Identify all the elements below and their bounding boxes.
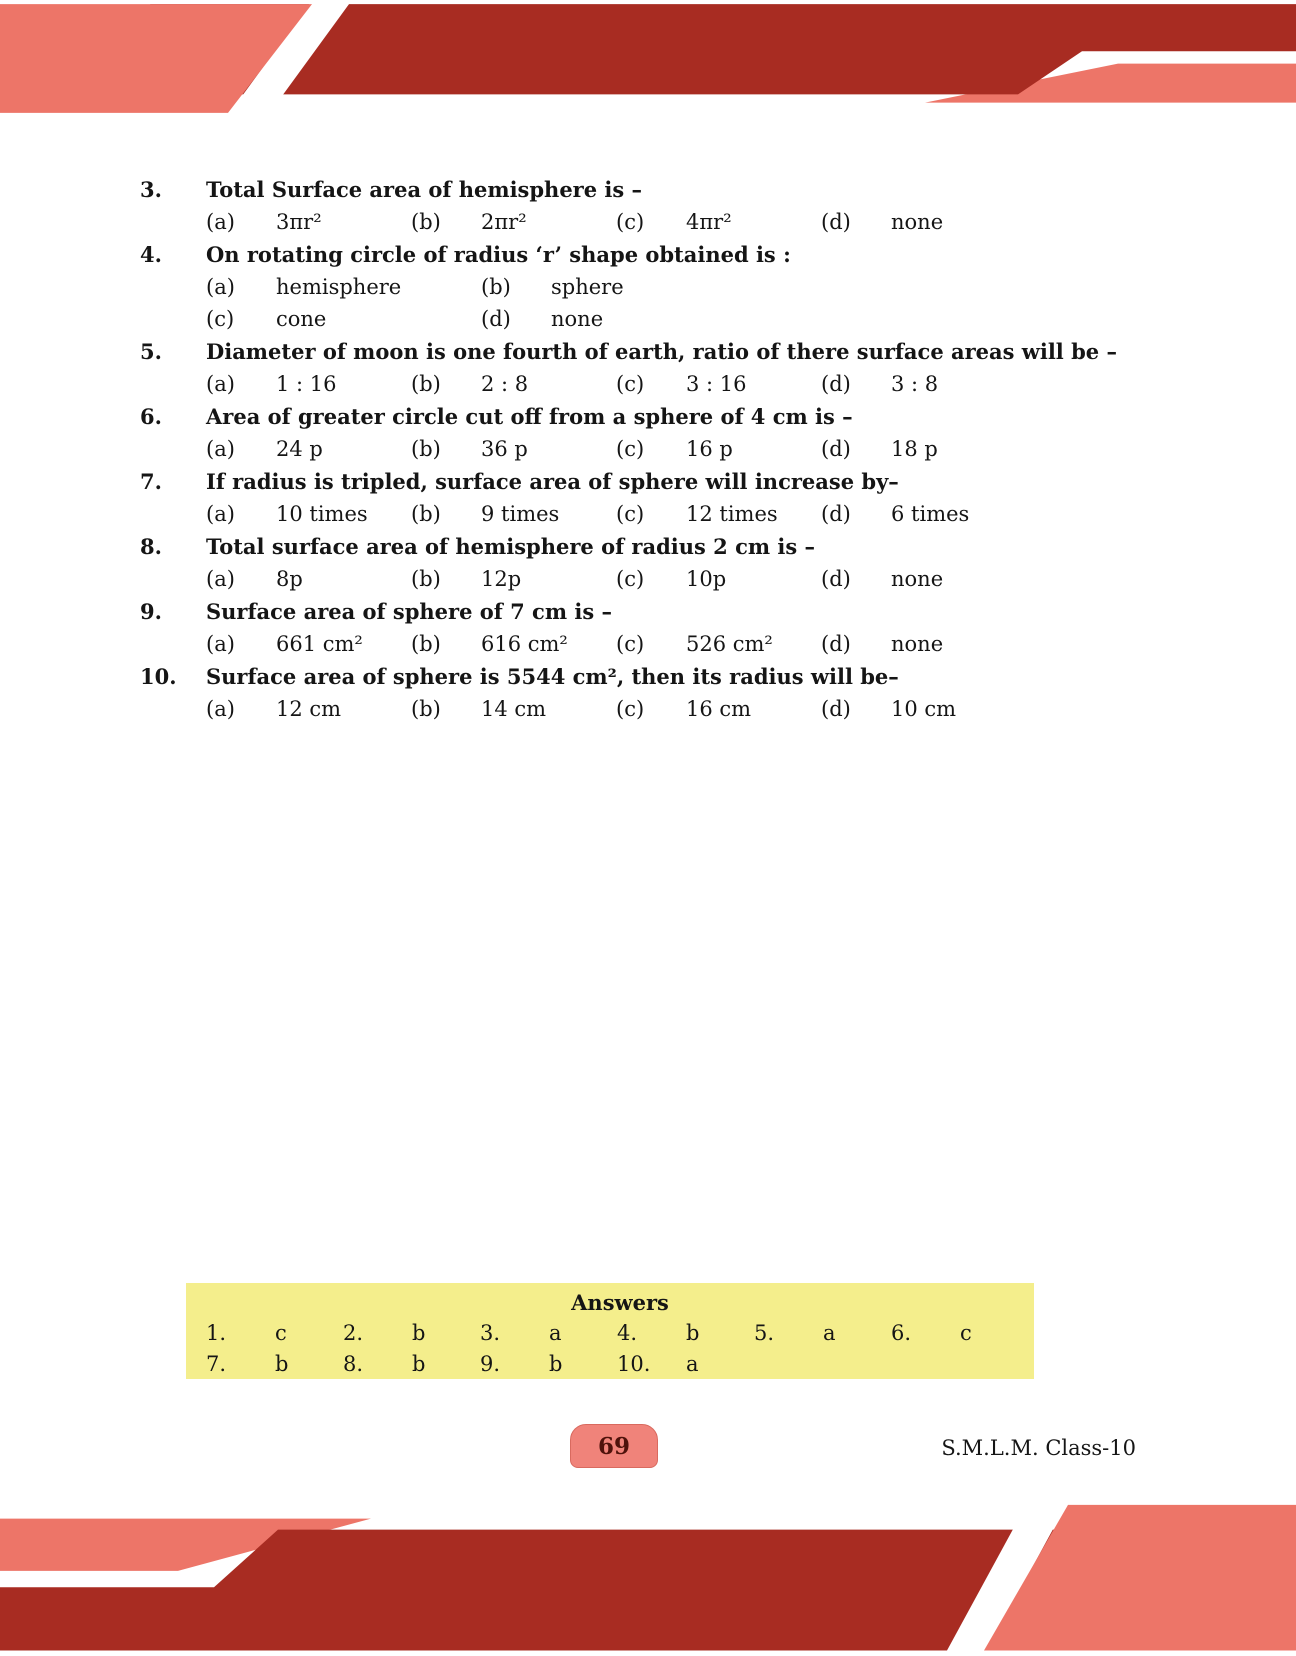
answer-value: a: [686, 1352, 699, 1376]
option-label: (b): [411, 567, 441, 591]
option-value: 10 cm: [891, 697, 957, 721]
option-label: (d): [821, 502, 851, 526]
option-label: (b): [411, 437, 441, 461]
answer-number: 5.: [754, 1321, 775, 1345]
salmon-band-left-shape: [0, 4, 312, 113]
option-label: (d): [821, 632, 851, 656]
option-label: (a): [206, 567, 235, 591]
option-label: (b): [411, 210, 441, 234]
option-value: 616 cm²: [481, 632, 568, 656]
answer-value: c: [275, 1321, 287, 1345]
options-row: [206, 368, 1170, 400]
answers-box: [186, 1283, 1034, 1379]
question-body: [206, 401, 1170, 465]
book-title: S.M.L.M. Class-10: [941, 1436, 1136, 1460]
option-label: (a): [206, 632, 235, 656]
dark-band-shape: [0, 1530, 1146, 1651]
answer-value: b: [412, 1352, 426, 1376]
question-3: [140, 174, 1170, 238]
option-label: (d): [821, 697, 851, 721]
option-value: 661 cm²: [276, 632, 363, 656]
question-body: [206, 596, 1170, 660]
question-text: Surface area of sphere of 7 cm is –: [206, 599, 612, 624]
option-value: cone: [276, 307, 327, 331]
question-number: 7.: [140, 469, 162, 494]
option-value: 3 : 8: [891, 372, 939, 396]
answer-number: 8.: [343, 1352, 364, 1376]
option-label: (d): [821, 210, 851, 234]
salmon-band-right-shape: [984, 1505, 1296, 1651]
question-text: Area of greater circle cut off from a sphere of 4 cm is –: [206, 404, 853, 429]
header-decoration: [0, 0, 1296, 118]
options-grid: [206, 271, 1170, 335]
options-row: [206, 563, 1170, 595]
options-row: [206, 628, 1170, 660]
answer-value: b: [275, 1352, 289, 1376]
page-number-badge: [570, 1424, 658, 1468]
question-number: 9.: [140, 599, 162, 624]
answer-value: c: [960, 1321, 972, 1345]
option-label: (d): [821, 437, 851, 461]
option-value: 3πr²: [276, 210, 322, 234]
option-value: 1 : 16: [276, 372, 337, 396]
answer-number: 9.: [480, 1352, 501, 1376]
question-text: On rotating circle of radius ‘r’ shape obtained is :: [206, 242, 791, 267]
option-value: none: [891, 567, 944, 591]
white-gap-stripe: [944, 1498, 1070, 1656]
option-label: (a): [206, 210, 235, 234]
question-body: [206, 661, 1170, 725]
page-number: 69: [597, 1432, 630, 1460]
salmon-band-left-shape: [0, 1519, 371, 1571]
answer-value: b: [412, 1321, 426, 1345]
question-text: Total surface area of hemisphere of radius 2 cm is –: [206, 534, 816, 559]
question-number: 10.: [140, 664, 177, 689]
option-label: (b): [411, 502, 441, 526]
option-value: 12p: [481, 567, 522, 591]
option-value: sphere: [551, 275, 624, 299]
option-value: none: [891, 632, 944, 656]
option-label: (b): [411, 372, 441, 396]
option-value: 14 cm: [481, 697, 547, 721]
question-10: [140, 661, 1170, 725]
option-label: (c): [206, 307, 235, 331]
question-body: [206, 466, 1170, 530]
answer-number: 2.: [343, 1321, 364, 1345]
answer-number: 7.: [206, 1352, 227, 1376]
option-value: 24 p: [276, 437, 323, 461]
dark-band-shape: [150, 4, 1296, 94]
option-value: 2πr²: [481, 210, 527, 234]
footer-band-graphic: [0, 1498, 1296, 1656]
question-number: 5.: [140, 339, 162, 364]
answer-number: 3.: [480, 1321, 501, 1345]
question-8: [140, 531, 1170, 595]
question-number: 6.: [140, 404, 162, 429]
option-label: (d): [821, 567, 851, 591]
options-row: [206, 433, 1170, 465]
option-label: (b): [411, 632, 441, 656]
answers-grid: [206, 1318, 1034, 1380]
option-label: (d): [481, 307, 511, 331]
question-number: 3.: [140, 177, 162, 202]
question-text: Diameter of moon is one fourth of earth, ratio of there surface areas will be –: [206, 339, 1117, 364]
question-6: [140, 401, 1170, 465]
option-value: 4πr²: [686, 210, 732, 234]
option-value: 10 times: [276, 502, 368, 526]
answer-number: 4.: [617, 1321, 638, 1345]
option-value: 9 times: [481, 502, 560, 526]
option-value: 12 cm: [276, 697, 342, 721]
answer-value: b: [686, 1321, 700, 1345]
answers-title: Answers: [571, 1290, 669, 1315]
option-label: (a): [206, 372, 235, 396]
option-label: (c): [616, 372, 645, 396]
question-number: 4.: [140, 242, 162, 267]
option-value: 36 p: [481, 437, 528, 461]
option-value: 526 cm²: [686, 632, 773, 656]
answer-value: b: [549, 1352, 563, 1376]
option-value: 16 p: [686, 437, 733, 461]
options-row: [206, 206, 1170, 238]
question-4: [140, 239, 1170, 335]
option-value: 18 p: [891, 437, 938, 461]
question-5: [140, 336, 1170, 400]
option-label: (a): [206, 437, 235, 461]
option-value: 2 : 8: [481, 372, 529, 396]
option-label: (b): [481, 275, 511, 299]
option-label: (c): [616, 210, 645, 234]
options-row: [206, 498, 1170, 530]
salmon-band-right-shape: [925, 64, 1296, 103]
question-body: [206, 531, 1170, 595]
answer-value: a: [549, 1321, 562, 1345]
option-value: 12 times: [686, 502, 778, 526]
question-7: [140, 466, 1170, 530]
option-value: 6 times: [891, 502, 970, 526]
white-gap-stripe: [226, 0, 352, 118]
option-value: hemisphere: [276, 275, 402, 299]
footer-decoration: [0, 1498, 1296, 1656]
question-body: [206, 336, 1170, 400]
option-value: 16 cm: [686, 697, 752, 721]
option-value: none: [551, 307, 604, 331]
option-label: (c): [616, 502, 645, 526]
option-label: (c): [616, 567, 645, 591]
option-label: (d): [821, 372, 851, 396]
questions-section: [140, 174, 1170, 726]
answer-number: 1.: [206, 1321, 227, 1345]
question-body: [206, 239, 1170, 335]
answer-number: 6.: [891, 1321, 912, 1345]
header-band-graphic: [0, 0, 1296, 118]
options-row: [206, 693, 1170, 725]
option-value: none: [891, 210, 944, 234]
option-value: 3 : 16: [686, 372, 747, 396]
question-9: [140, 596, 1170, 660]
question-text: Total Surface area of hemisphere is –: [206, 177, 643, 202]
answer-value: a: [823, 1321, 836, 1345]
option-label: (c): [616, 437, 645, 461]
option-label: (a): [206, 502, 235, 526]
question-body: [206, 174, 1170, 238]
question-text: Surface area of sphere is 5544 cm², then its radius will be–: [206, 664, 899, 689]
question-text: If radius is tripled, surface area of sphere will increase by–: [206, 469, 899, 494]
option-value: 10p: [686, 567, 727, 591]
option-label: (b): [411, 697, 441, 721]
option-label: (c): [616, 697, 645, 721]
option-label: (a): [206, 697, 235, 721]
option-label: (c): [616, 632, 645, 656]
answer-number: 10.: [617, 1352, 651, 1376]
question-number: 8.: [140, 534, 162, 559]
option-label: (a): [206, 275, 235, 299]
option-value: 8p: [276, 567, 303, 591]
